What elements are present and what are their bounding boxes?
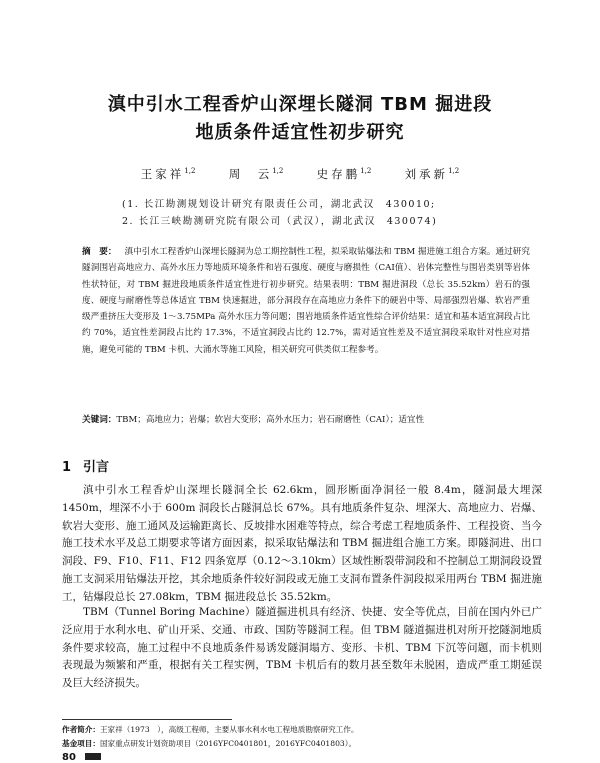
paper-title-line-2: 地质条件适宜性初步研究 — [195, 122, 405, 143]
author-affiliation-mark: 1,2 — [448, 167, 460, 176]
author-name: 周 云 — [228, 167, 273, 181]
author-affiliation-mark: 1,2 — [272, 167, 284, 176]
footnote-text: 王家祥（1973 ），高级工程师，主要从事水利水电工程地质勘察研究工作。 — [99, 725, 359, 734]
abstract — [82, 244, 539, 358]
author-list — [0, 166, 600, 182]
footnote-text: 国家重点研发计划资助项目（2016YFC0401801，2016YFC0401803）。 — [99, 739, 357, 748]
author-name: 刘承新 — [404, 167, 449, 181]
author-affiliation-mark: 1,2 — [360, 167, 372, 176]
section-heading — [62, 456, 109, 475]
body-paragraph-1: 滇中引水工程香炉山深埋长隧洞全长 62.6km，圆形断面净洞径一般 8.4m，隧洞最大埋深 1450m，埋深不小于 600m 洞段长占隧洞总长 67%。具有地质条件复杂、埋深大、高地应力、岩爆、软岩大变形、施工通风及运输距离长、反坡排水困难等特点，综合考虑工程地质条件、工程投资、当今施工技术水平及总工期要求等诸方面因素，拟采取钻爆法和 TBM 掘进组合施工方案。即隧洞进、出口洞段、F9、F10、F11、F12 四条宽厚（0.12～3.10km）区域性断裂带洞段和不控制总工期洞段设置施工支洞采用钻爆法开挖，其余地质条件较好洞段或无施工支洞布置条件洞段拟采用两台 TBM 掘进施工，钻爆段总长 27.08km，TBM 掘进段总长 35.52km。 — [62, 484, 542, 603]
body-paragraph-2: TBM（Tunnel Boring Machine）隧道掘进机具有经济、快捷、安全等优点，目前在国内外已广泛应用于水利水电、矿山开采、交通、市政、国防等隧洞工程。但 TBM 隧道掘进机对所开挖隧洞地质条件要求较高，施工过程中不良地质条件易诱发隧洞塌方、变形、卡机、TBM 下沉等问题，而卡机则表现最为频繁和严重，根据有关工程实例，TBM 卡机后有的数月甚至数年未脱困，造成严重工期延误及巨大经济损失。 — [62, 606, 542, 690]
footnote-funding — [62, 738, 356, 749]
journal-logo-mark — [85, 753, 101, 760]
footnote-label: 作者简介： — [62, 725, 100, 734]
page-number: 80 — [62, 752, 76, 763]
affiliation-1: (1. 长江勘测规划设计研究有限责任公司，湖北武汉 430010; — [122, 199, 436, 210]
author-name: 史存鹏 — [316, 167, 361, 181]
footnote-divider — [62, 719, 232, 720]
affiliation-2: 2. 长江三峡勘测研究院有限公司（武汉），湖北武汉 430074) — [122, 216, 438, 227]
abstract-text: 滇中引水工程香炉山深埋长隧洞为总工期控制性工程，拟采取钻爆法和 TBM 掘进施工组合方案。通过研究隧洞围岩高地应力、高外水压力等地质环境条件和岩石强度、硬度与磨损性（CAI值）、岩体完整性与围岩类别等岩体性状特征，对 TBM 掘进段地质条件适宜性进行初步研究。结果表明：TBM 掘进洞段（总长 35.52km）岩石的强度、硬度与耐磨性等总体适宜 TBM 快速掘进，部分洞段存在高地应力条件下的硬岩中等、局部强烈岩爆、软岩严重 级严重挤压大变形及 1～3.75MPa 高外水压力等问题；围岩地质条件适宜性综合评价结果：适宜和基本适宜洞段占比约 70%，适宜性差洞段占比约 17.3%，不适宜洞段占比约 12.7%，需对适宜性差及不适宜洞段采取针对性应对措施，避免可能的 TBM 卡机、大涌水等施工风险，相关研究可供类似工程参考。 — [82, 247, 539, 355]
section-number: 1 — [62, 460, 72, 475]
keywords-text: TBM；高地应力；岩爆；软岩大变形；高外水压力；岩石耐磨性（CAI）；适宜性 — [116, 415, 425, 425]
author-name: 王家祥 — [140, 167, 185, 181]
keywords — [82, 413, 542, 425]
footnote-author-bio — [62, 724, 359, 735]
paper-title-line-1: 滇中引水工程香炉山深埋长隧洞 TBM 掘进段 — [107, 94, 493, 115]
section-title: 引言 — [83, 460, 110, 475]
abstract-label: 摘 要： — [82, 247, 117, 257]
keywords-label: 关键词： — [82, 415, 117, 425]
footnote-label: 基金项目： — [62, 739, 100, 748]
author-affiliation-mark: 1,2 — [184, 167, 196, 176]
